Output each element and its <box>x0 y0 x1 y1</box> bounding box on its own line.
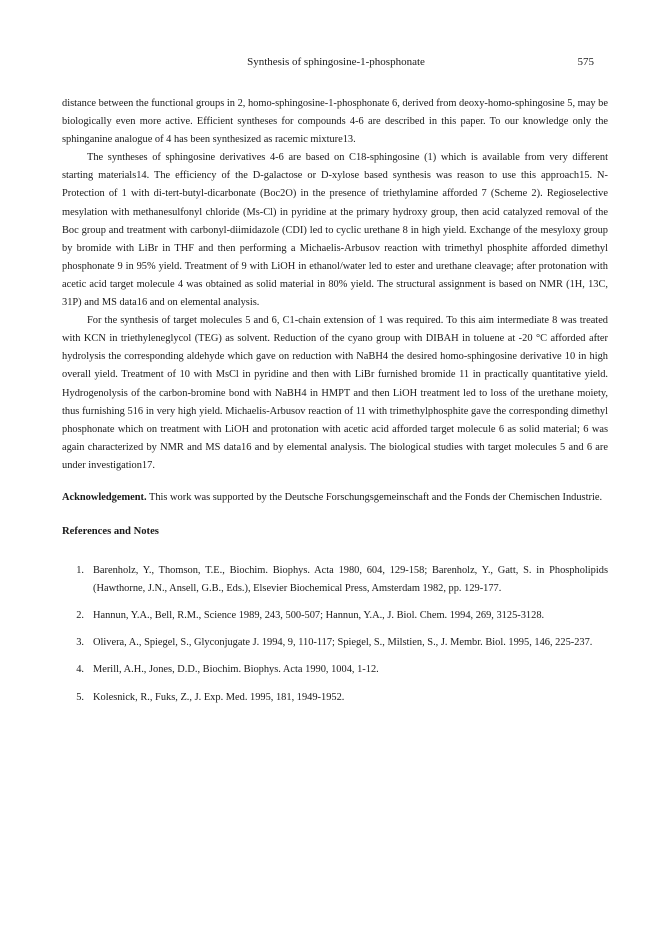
reference-number: 3. <box>76 637 84 649</box>
running-title: Synthesis of sphingosine-1-phosphonate <box>247 56 425 68</box>
acknowledgement <box>62 489 608 507</box>
article-body <box>62 95 608 716</box>
page-number: 575 <box>577 56 594 68</box>
reference-text: Olivera, A., Spiegel, S., Glyconjugate J. 1994, 9, 110-117; Spiegel, S., Milstien, S., J. Membr. Biol. 1995, 146, 225-237. <box>93 637 593 649</box>
reference-number: 2. <box>76 610 84 622</box>
references-heading: References and Notes <box>62 526 159 538</box>
reference-text: Kolesnick, R., Fuks, Z., J. Exp. Med. 1995, 181, 1949-1952. <box>93 691 345 703</box>
reference-item <box>62 634 608 652</box>
reference-item <box>62 661 608 679</box>
reference-number: 1. <box>76 565 84 577</box>
acknowledgement-text: This work was supported by the Deutsche Forschungsgemeinschaft and the Fonds der Chemischen Industrie. <box>148 491 603 503</box>
page-header <box>0 56 672 70</box>
reference-text: Hannun, Y.A., Bell, R.M., Science 1989, 243, 500-507; Hannun, Y.A., J. Biol. Chem. 1994, 269, 3125-3128. <box>93 610 545 622</box>
paragraph-text: The syntheses of sphingosine derivatives 4-6 are based on C18-sphingosine (1) which is available from very different starting materials14. The efficiency of the D-galactose or D-xylose based synthesis was reason to use this approach15. N-Protection of 1 with di-tert-butyl-dicarbonate (Boc2O) in the presence of triethylamine afforded 7 (Scheme 2). Regioselective mesylation with methanesulfonyl chloride (Ms-Cl) in pyridine at the primary hydroxy group, then acid catalyzed removal of the Boc group and treatment with carbonyl-diimidazole (CDI) led to cyclic urethane 8 in high yield. Exchange of the mesyloxy group by bromide with LiBr in THF and then performing a Michaelis-Arbusov reaction with trimethyl phosphite afforded dimethyl phosphonate 9 in 95% yield. Treatment of 9 with LiOH in ethanol/water led to ester and urethane cleavage; after protonation with acetic acid target molecule 4 was obtained as solid material in 80% yield. The structural assignment is based on NMR (1H, 13C, 31P) and MS data16 and on elemental analysis. <box>62 152 608 309</box>
reference-text: Barenholz, Y., Thomson, T.E., Biochim. Biophys. Acta 1980, 604, 129-158; Barenholz, Y., Gatt, S. in Phospholipids (Hawthorne, J.N., Ansell, G.B., Eds.), Elsevier Biochemical Press, Amsterdam 1982, pp. 129-177. <box>93 565 608 595</box>
body-paragraph-1 <box>62 95 608 149</box>
paragraph-text: distance between the functional groups in 2, homo-sphingosine-1-phosphonate 6, derived from deoxy-homo-sphingosine 5, may be biologically even more active. Efficient syntheses for compounds 4-6 are described in this paper. To our knowledge only the sphinganine analogue of 4 has been synthesized as racemic mixture13. <box>62 98 608 146</box>
body-paragraph-3 <box>62 312 608 475</box>
reference-item <box>62 562 608 598</box>
reference-text: Merill, A.H., Jones, D.D., Biochim. Biophys. Acta 1990, 1004, 1-12. <box>93 664 379 676</box>
reference-number: 4. <box>76 664 84 676</box>
references-list <box>62 562 608 707</box>
body-paragraph-2 <box>62 149 608 312</box>
reference-number: 5. <box>76 691 84 703</box>
reference-item <box>62 607 608 625</box>
paragraph-text: For the synthesis of target molecules 5 and 6, C1-chain extension of 1 was required. To this aim intermediate 8 was treated with KCN in triethyleneglycol (TEG) as solvent. Reduction of the cyano group with DIBAH in toluene at -20 °C afforded after hydrolysis the corresponding aldehyde which gave on reduction with NaBH4 the desired homo-sphingosine derivative 10 in high overall yield. Treatment of 10 with MsCl in pyridine and then with LiBr furnished bromide 11 in practically quantitative yield. Hydrogenolysis of the carbon-bromine bond with NaBH4 in HMPT and then LiOH treatment led to loss of the urethane moiety, thus furnishing 516 in very high yield. Michaelis-Arbusov reaction of 11 with trimethylphosphite gave the corresponding dimethyl phosphonate which on treatment with LiOH and protonation with acetic acid afforded target molecule 6 as solid material; 6 was again characterized by NMR and MS data16 and by elemental analysis. The biological studies with target molecules 5 and 6 are under investigation17. <box>62 315 608 471</box>
acknowledgement-heading: Acknowledgement. <box>62 491 147 503</box>
reference-item <box>62 689 608 707</box>
